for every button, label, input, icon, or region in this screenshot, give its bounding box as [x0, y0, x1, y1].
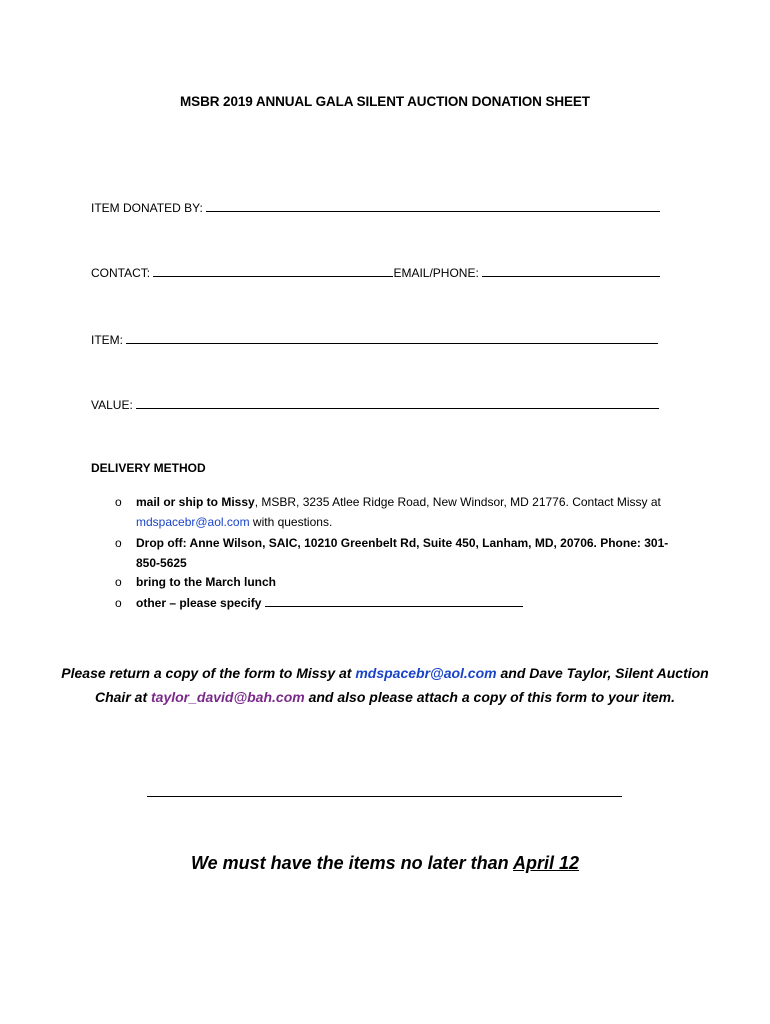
bullet-icon: o [115, 495, 122, 509]
deadline-notice [0, 853, 770, 874]
email-phone-blank[interactable] [482, 265, 660, 277]
delivery-option-mail [115, 492, 675, 532]
contact-field [91, 265, 660, 280]
deadline-text: We must have the items no later than [190, 853, 514, 873]
mail-option-text: , MSBR, 3235 Atlee Ridge Road, New Windsor, MD 21776. Contact Missy at [254, 495, 661, 509]
item-field [91, 332, 658, 347]
bullet-icon: o [115, 536, 122, 550]
missy-email-note-link[interactable]: mdspacebr@aol.com [355, 665, 497, 681]
dave-taylor-email-link[interactable]: taylor_david@bah.com [151, 689, 305, 705]
value-label: VALUE: [91, 398, 133, 412]
note-text-3: and also please attach a copy of this form to your item. [304, 689, 676, 705]
signature-line[interactable] [147, 796, 622, 797]
delivery-option-dropoff [115, 533, 675, 573]
email-phone-label: EMAIL/PHONE: [393, 266, 479, 280]
bullet-icon: o [115, 596, 122, 610]
value-field [91, 397, 659, 412]
item-donated-by-label: ITEM DONATED BY: [91, 201, 203, 215]
note-text-2: and Dave Taylor, Silent Auction Chair at [94, 665, 709, 705]
note-text-1: Please return a copy of the form to Missy at [61, 665, 356, 681]
value-blank[interactable] [136, 397, 659, 409]
delivery-option-other [115, 593, 675, 613]
item-blank[interactable] [126, 332, 658, 344]
mail-option-text-end: with questions. [249, 515, 333, 529]
missy-email-link[interactable]: mdspacebr@aol.com [136, 515, 250, 529]
deadline-date: April 12 [513, 853, 580, 873]
mail-option-bold: mail or ship to Missy [136, 495, 255, 509]
delivery-method-heading: DELIVERY METHOD [91, 461, 206, 475]
item-label: ITEM: [91, 333, 123, 347]
contact-label: CONTACT: [91, 266, 151, 280]
bullet-icon: o [115, 575, 122, 589]
other-option-text: other – please specify [136, 596, 262, 610]
delivery-option-lunch [115, 572, 675, 592]
other-specify-blank[interactable] [265, 595, 523, 607]
contact-blank[interactable] [153, 265, 393, 277]
return-instructions [60, 661, 710, 709]
item-donated-by-field [91, 200, 660, 215]
page-title: MSBR 2019 ANNUAL GALA SILENT AUCTION DONATION SHEET [180, 94, 590, 109]
dropoff-option-text: Drop off: Anne Wilson, SAIC, 10210 Greenbelt Rd, Suite 450, Lanham, MD, 20706. Phone: 301-850-5625 [136, 536, 669, 570]
lunch-option-text: bring to the March lunch [136, 575, 276, 589]
item-donated-by-blank[interactable] [206, 200, 660, 212]
